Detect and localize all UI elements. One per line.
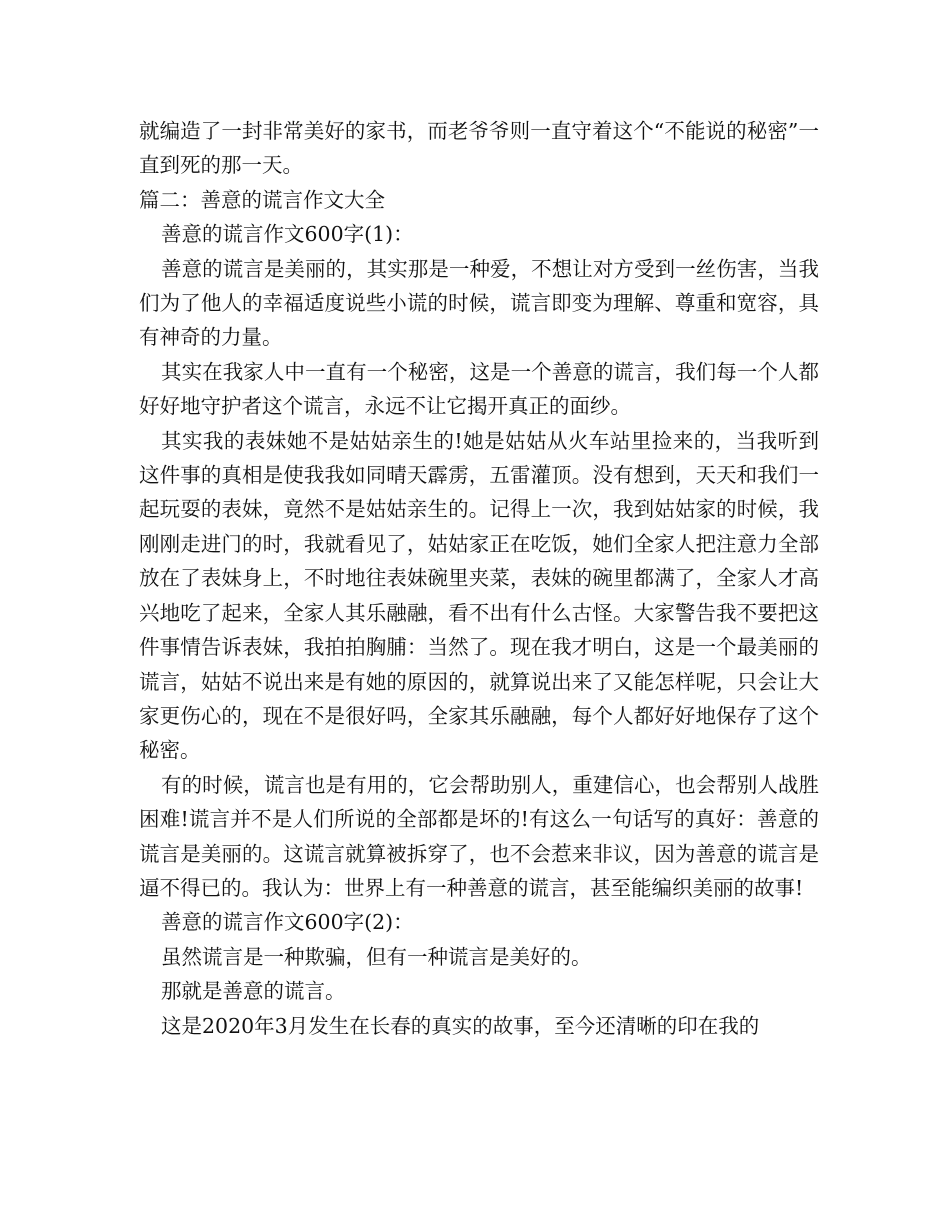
- paragraph: 虽然谎言是一种欺骗，但有一种谎言是美好的。: [161, 944, 592, 969]
- essay-subtitle-2: 善意的谎言作文600字(2)：: [161, 910, 414, 935]
- paragraph: 有的时候，谎言也是有用的，它会帮助别人，重建信心，也会帮别人战胜困难!谎言并不是人们所说的全部都是坏的!有这么一句话写的真好：善意的谎言是美丽的。这谎言就算被拆穿了，也不会惹来非议，因为善意的谎言是逼不得已的。我认为：世界上有一种善意的谎言，甚至能编织美丽的故事!: [139, 772, 819, 900]
- paragraph: 其实我的表妹她不是姑姑亲生的!她是姑姑从火车站里捡来的，当我听到这件事的真相是使我我如同晴天霹雳，五雷灌顶。没有想到，天天和我们一起玩耍的表妹，竟然不是姑姑亲生的。记得上一次，我到姑姑家的时候，我刚刚走进门的时，我就看见了，姑姑家正在吃饭，她们全家人把注意力全部放在了表妹身上，不时地往表妹碗里夹菜，表妹的碗里都满了，全家人才高兴地吃了起来，全家人其乐融融，看不出有什么古怪。大家警告我不要把这件事情告诉表妹，我拍拍胸脯：当然了。现在我才明白，这是一个最美丽的谎言，姑姑不说出来是有她的原因的，就算说出来了又能怎样呢，只会让大家更伤心的，现在不是很好吗，全家其乐融融，每个人都好好地保存了这个秘密。: [139, 428, 819, 763]
- paragraph-continuation: 就编造了一封非常美好的家书，而老爷爷则一直守着这个“不能说的秘密”一直到死的那一天。: [139, 119, 819, 178]
- paragraph: 那就是善意的谎言。: [161, 979, 346, 1004]
- paragraph: 善意的谎言是美丽的，其实那是一种爱，不想让对方受到一丝伤害，当我们为了他人的幸福适度说些小谎的时候，谎言即变为理解、尊重和宽容，具有神奇的力量。: [139, 256, 819, 350]
- paragraph: 这是2020年3月发生在长春的真实的故事，至今还清晰的印在我的: [161, 1013, 760, 1038]
- essay-subtitle-1: 善意的谎言作文600字(1)：: [161, 222, 414, 247]
- section-heading: 篇二：善意的谎言作文大全: [139, 187, 385, 212]
- document-body: [139, 114, 819, 1043]
- paragraph: 其实在我家人中一直有一个秘密，这是一个善意的谎言，我们每一个人都好好地守护者这个谎言，永远不让它揭开真正的面纱。: [139, 359, 819, 419]
